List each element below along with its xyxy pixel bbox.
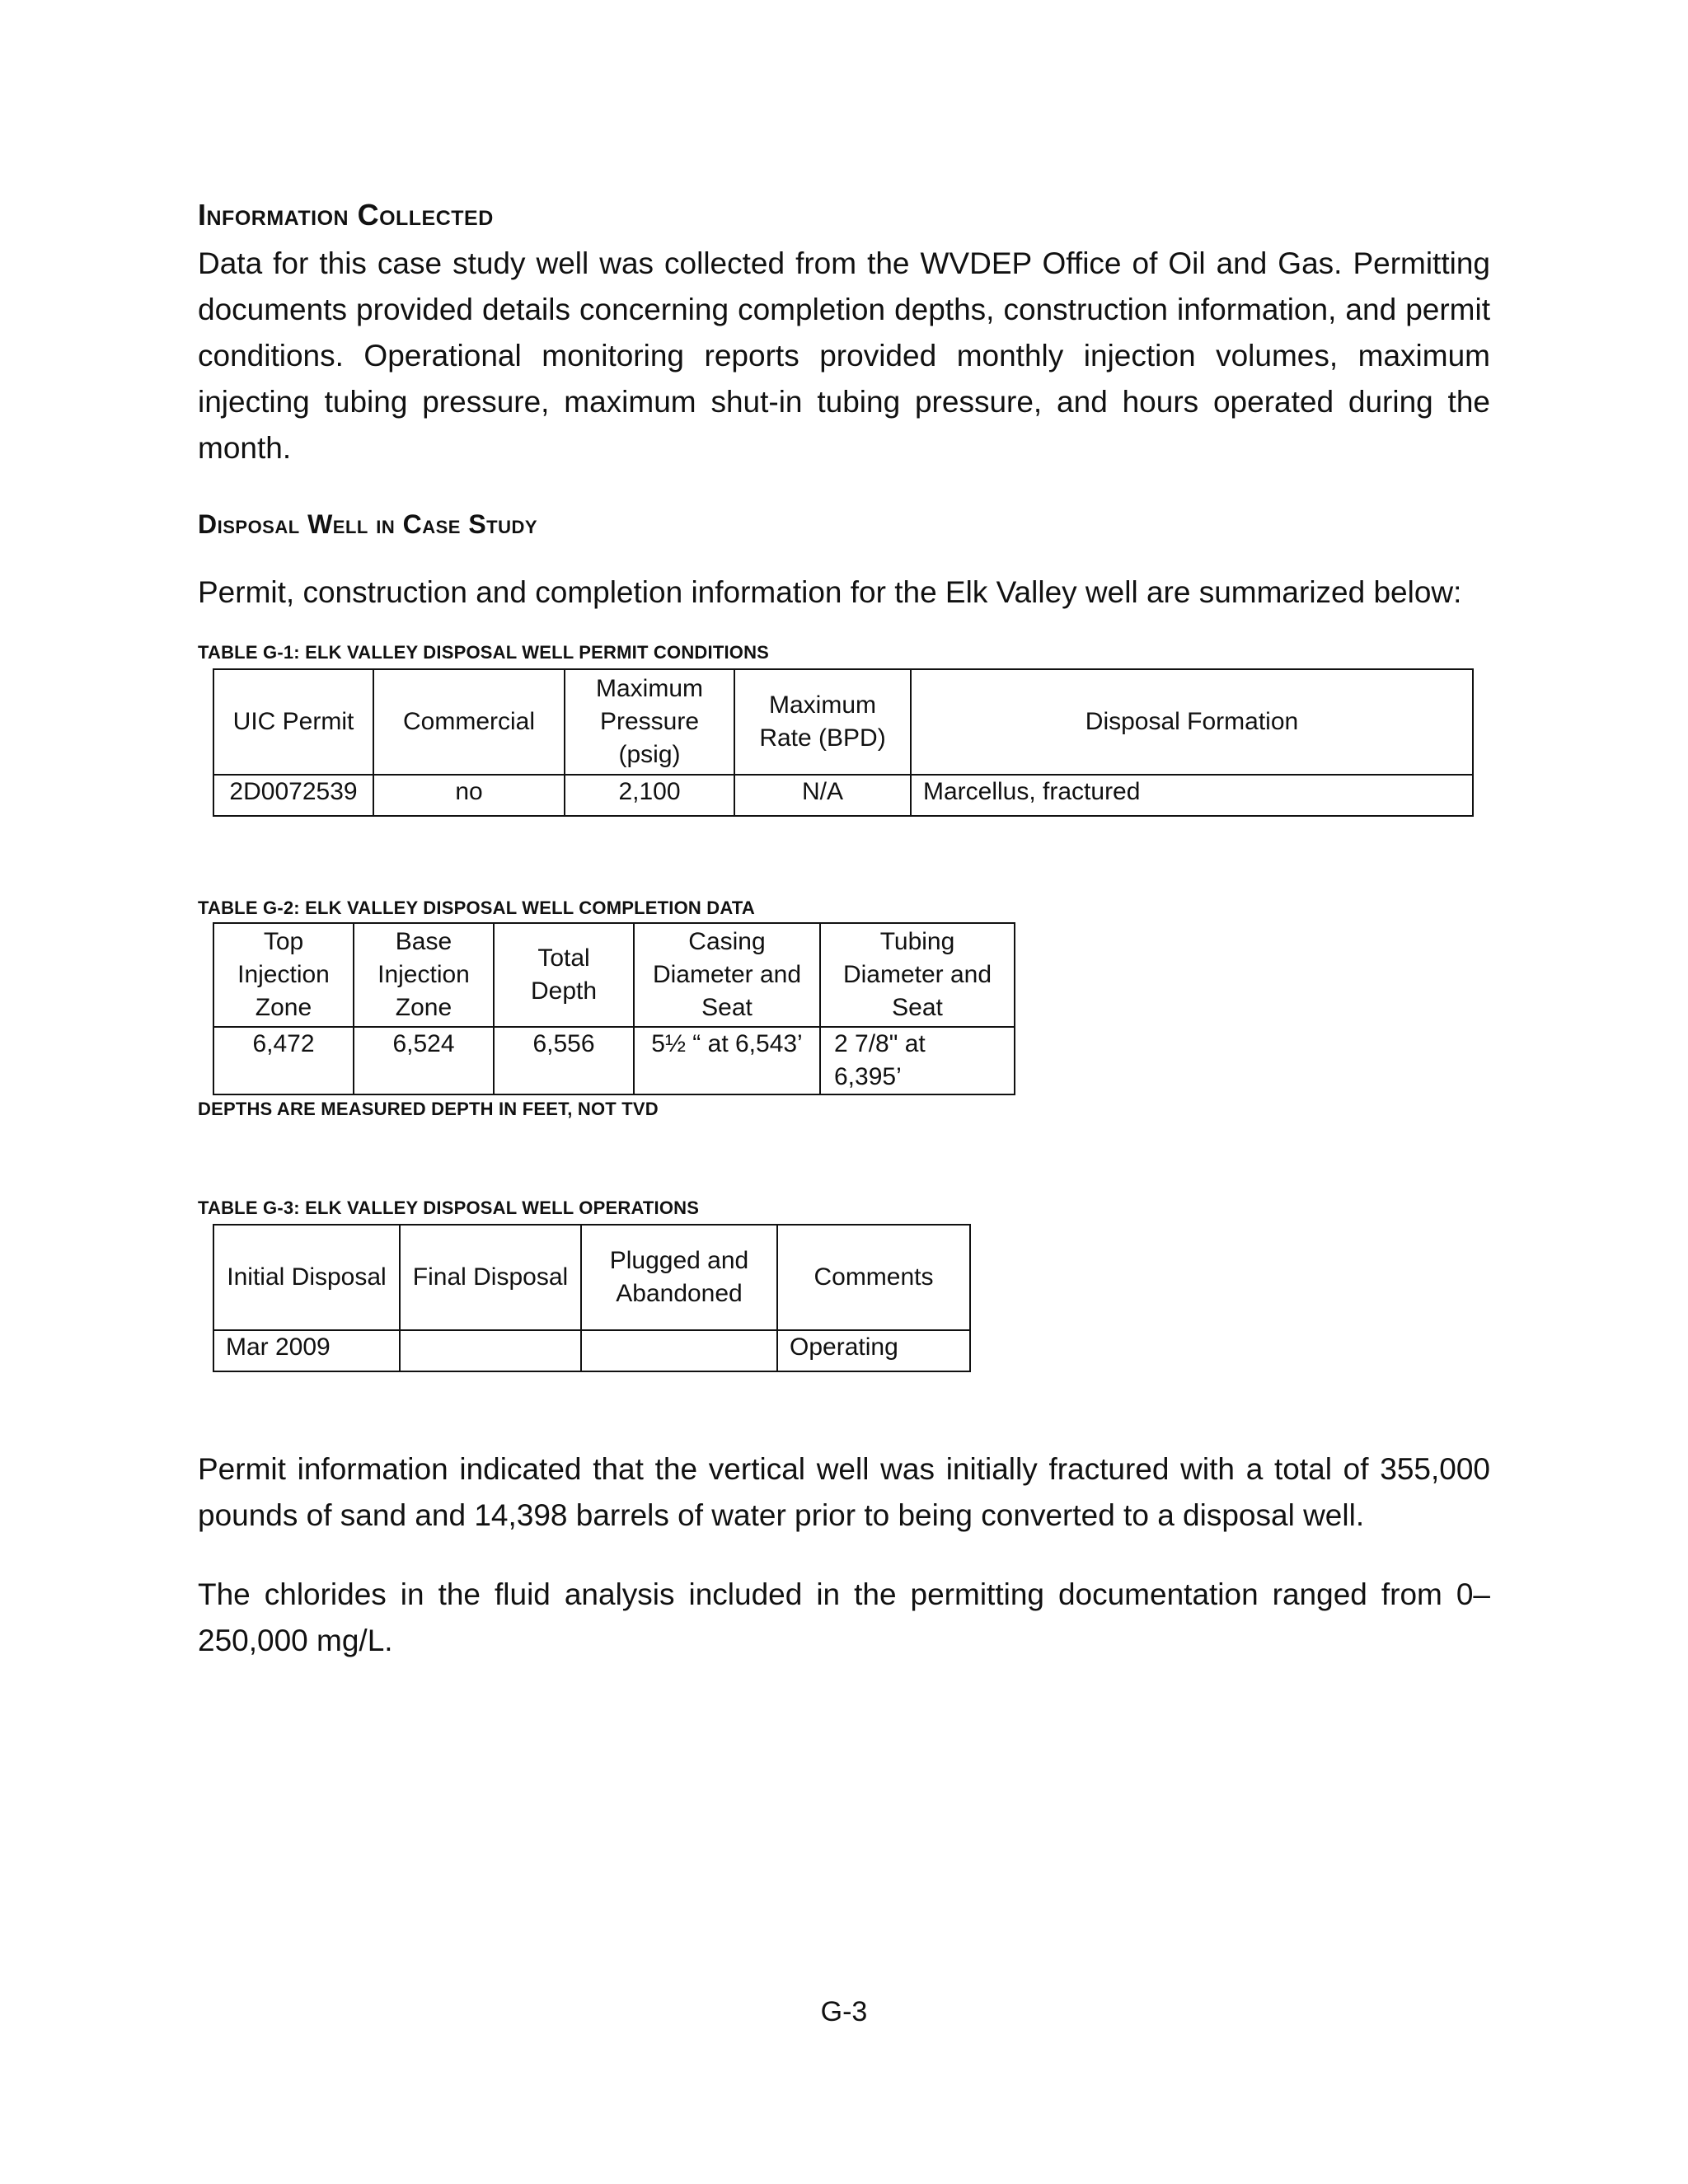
table-g1-header-max-rate: Maximum Rate (BPD) (734, 669, 911, 775)
table-g1-cell-commercial: no (373, 775, 565, 816)
table-row (213, 775, 1473, 816)
table-g2-header-total-depth: Total Depth (494, 923, 634, 1027)
table-g3-caption: TABLE G-3: ELK VALLEY DISPOSAL WELL OPERATIONS (198, 1197, 700, 1218)
information-collected-paragraph: Data for this case study well was collected from the WVDEP Office of Oil and Gas. Permitting documents provided details concerning completion depths, construction information, and permit conditions. Operational monitoring reports provided monthly injection volumes, maximum injecting tubing pressure, maximum shut-in tubing pressure, and hours operated during the month. (198, 246, 1490, 465)
table-g3-cell-final-disposal (400, 1330, 581, 1371)
table-g2-completion-data (213, 922, 1015, 1095)
table-g1-header-commercial: Commercial (373, 669, 565, 775)
page-content (198, 198, 1490, 1664)
table-g2-header-row (213, 923, 1015, 1027)
table-g1-permit-conditions (213, 668, 1474, 817)
table-g3-cell-initial-disposal: Mar 2009 (213, 1330, 400, 1371)
section-heading-disposal-well: Disposal Well in Case Study (198, 509, 538, 539)
table-g2-cell-total-depth: 6,556 (494, 1027, 634, 1094)
closing-paragraph-2: The chlorides in the fluid analysis included in the permitting documentation ranged from 0–250,000 mg/L. (198, 1577, 1490, 1657)
table-g3-header-plugged-abandoned: Plugged and Abandoned (581, 1225, 777, 1330)
table-g2-cell-casing: 5½ “ at 6,543’ (634, 1027, 820, 1094)
table-g2-header-tubing: Tubing Diameter and Seat (820, 923, 1015, 1027)
table-g1-caption: TABLE G-1: ELK VALLEY DISPOSAL WELL PERMIT CONDITIONS (198, 642, 770, 663)
page-number: G-3 (820, 1996, 868, 2027)
table-row (213, 1027, 1015, 1094)
table-g1-header-max-pressure: Maximum Pressure (psig) (565, 669, 734, 775)
table-g2-note: DEPTHS ARE MEASURED DEPTH IN FEET, NOT TVD (198, 1099, 659, 1119)
disposal-well-intro: Permit, construction and completion information for the Elk Valley well are summarized below: (198, 575, 1462, 609)
table-g1-cell-uic-permit: 2D0072539 (213, 775, 373, 816)
table-g2-cell-tubing: 2 7/8" at 6,395’ (820, 1027, 1015, 1094)
table-g1-header-row (213, 669, 1473, 775)
table-g2-header-top-injection-zone: Top Injection Zone (213, 923, 354, 1027)
table-g2-header-casing: Casing Diameter and Seat (634, 923, 820, 1027)
table-g3-header-row (213, 1225, 970, 1330)
table-g3-cell-comments: Operating (777, 1330, 970, 1371)
table-g2-cell-base-injection-zone: 6,524 (354, 1027, 494, 1094)
table-g1-cell-max-rate: N/A (734, 775, 911, 816)
table-g1-header-uic-permit: UIC Permit (213, 669, 373, 775)
table-g1-cell-disposal-formation: Marcellus, fractured (911, 775, 1473, 816)
table-g3-operations (213, 1224, 971, 1372)
table-g1-cell-max-pressure: 2,100 (565, 775, 734, 816)
table-g2-cell-top-injection-zone: 6,472 (213, 1027, 354, 1094)
table-g3-header-final-disposal: Final Disposal (400, 1225, 581, 1330)
table-g1-header-disposal-formation: Disposal Formation (911, 669, 1473, 775)
table-g3-header-initial-disposal: Initial Disposal (213, 1225, 400, 1330)
closing-paragraph-1: Permit information indicated that the vertical well was initially fractured with a total of 355,000 pounds of sand and 14,398 barrels of water prior to being converted to a disposal well. (198, 1452, 1490, 1532)
section-heading-information-collected: Information Collected (198, 198, 494, 232)
table-g2-header-base-injection-zone: Base Injection Zone (354, 923, 494, 1027)
table-row (213, 1330, 970, 1371)
table-g2-caption: TABLE G-2: ELK VALLEY DISPOSAL WELL COMPLETION DATA (198, 898, 755, 918)
table-g3-cell-plugged-abandoned (581, 1330, 777, 1371)
table-g3-header-comments: Comments (777, 1225, 970, 1330)
